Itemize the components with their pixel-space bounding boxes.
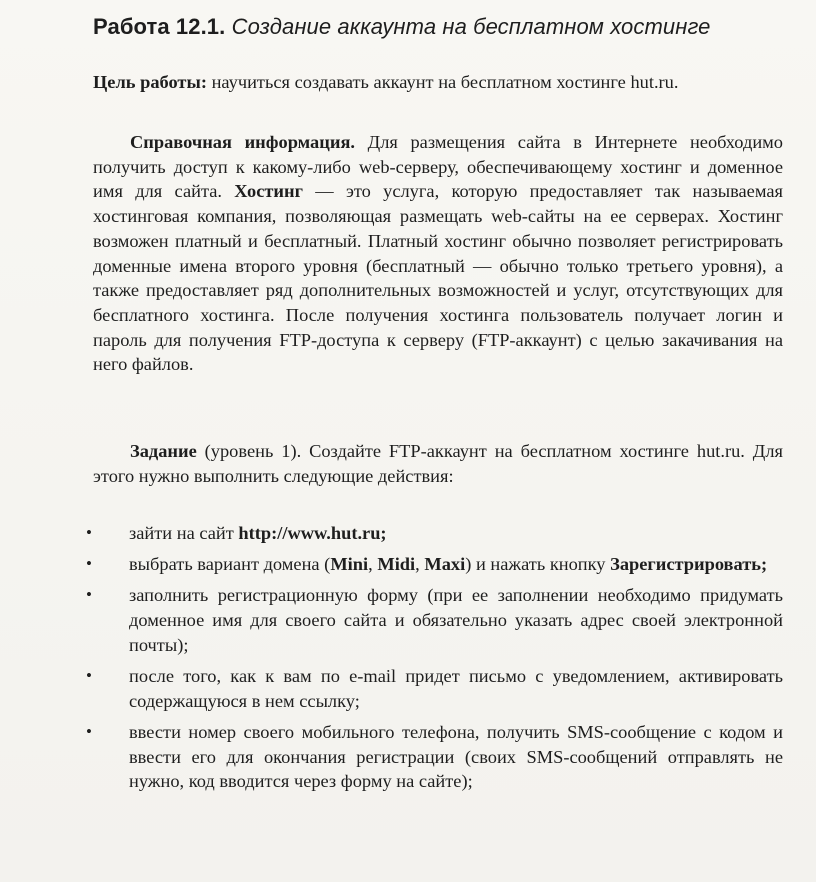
- bullet-icon: •: [86, 585, 92, 605]
- separator: ,: [415, 554, 420, 575]
- work-number: Работа 12.1.: [93, 14, 226, 39]
- step-5-text: ввести номер своего мобильного телефона, получить SMS-сообщение с кодом и ввести его для окончания регистрации (своих SMS-сообщений отправлять не нужно, код вводится через форму на сайте);: [129, 721, 783, 792]
- task-label: Задание: [130, 441, 197, 461]
- reference-paragraph: [93, 130, 783, 377]
- list-item: [80, 664, 783, 713]
- hosting-term: Хостинг: [234, 181, 303, 202]
- work-title: Создание аккаунта на бесплатном хостинге: [231, 14, 711, 39]
- list-item: [80, 521, 783, 546]
- bullet-icon: •: [86, 721, 92, 741]
- page-heading: [93, 12, 783, 42]
- step-3-text: заполнить регистрационную форму (при ее заполнении необходимо придумать доменное имя для своего сайта и обязательно указать адрес своей электронной почты);: [129, 585, 783, 655]
- reference-label: Справочная информация.: [130, 132, 355, 152]
- bullet-icon: •: [86, 554, 92, 574]
- goal-label: Цель работы:: [93, 72, 207, 92]
- step-4-text: после того, как к вам по e-mail придет письмо с уведомлением, активировать содержащуюся в нем ссылку;: [129, 666, 783, 711]
- steps-list: [80, 521, 783, 801]
- step-2-middle: ) и нажать кнопку: [465, 554, 606, 575]
- bullet-icon: •: [86, 666, 92, 686]
- list-item: [80, 583, 783, 657]
- bullet-icon: •: [86, 523, 92, 542]
- domain-option-midi: Midi: [377, 554, 416, 575]
- domain-option-maxi: Maxi: [424, 554, 466, 575]
- list-item: [80, 552, 783, 577]
- step-2-text: выбрать вариант домена (: [129, 554, 331, 575]
- goal-paragraph: [93, 70, 783, 95]
- step-1-text: зайти на сайт: [129, 523, 234, 543]
- task-paragraph: [93, 439, 783, 488]
- reference-text-2: — это услуга, которую предоставляет так называемая хостинговая компания, позволяющая размещать web-сайты на ее серверах. Хостинг возможен платный и бесплатный. Платный хостинг обычно позволяет регистрировать доменные имена второго уровня (бесплатный — обычно только третьего уровня), а также предоставляет ряд дополнительных возможностей и услуг, отсутствующих для бесплатного хостинга. После получения хостинга пользователь получает логин и пароль для получения FTP-доступа к серверу (FTP-аккаунт) с целью закачивания на него файлов.: [93, 181, 783, 375]
- domain-option-mini: Mini: [330, 554, 369, 575]
- reference-text-1: Для размещения сайта в Интернете необходимо получить доступ к какому-либо web-серверу, обеспечивающему хостинг и доменное имя для сайта.: [93, 132, 783, 202]
- list-item: [80, 720, 783, 794]
- task-text: (уровень 1). Создайте FTP-аккаунт на бесплатном хостинге hut.ru. Для этого нужно выполнить следующие действия:: [93, 441, 783, 486]
- goal-text: научиться создавать аккаунт на бесплатном хостинге hut.ru.: [211, 72, 679, 92]
- site-url: http://www.hut.ru;: [238, 523, 387, 543]
- separator: ,: [368, 554, 373, 575]
- register-button-name: Зарегистрировать;: [610, 554, 768, 575]
